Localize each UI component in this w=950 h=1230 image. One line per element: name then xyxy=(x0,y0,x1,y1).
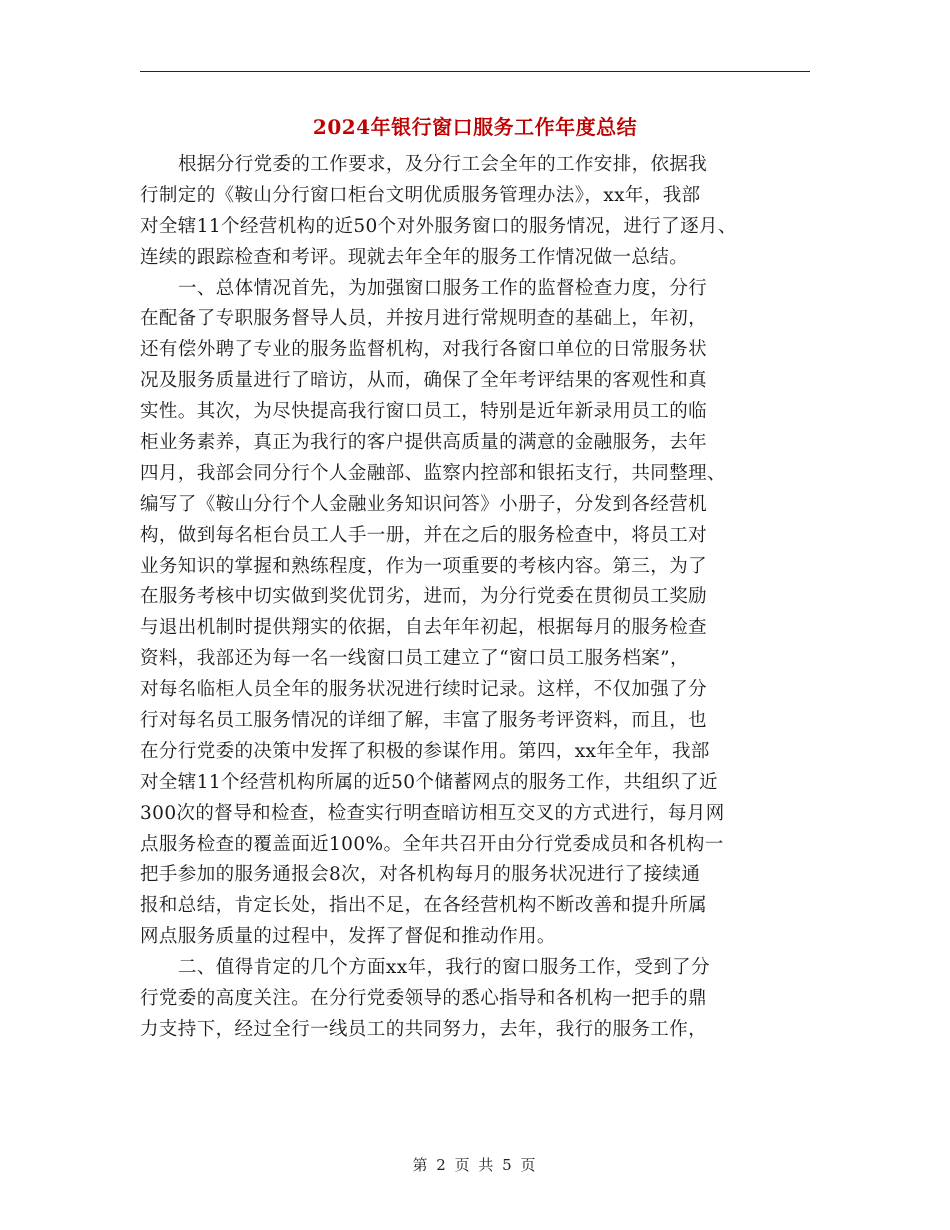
paragraph-line: 根据分行党委的工作要求，及分行工会全年的工作安排，依据我 xyxy=(178,154,708,175)
paragraph-line: 行对每名员工服务情况的详细了解，丰富了服务考评资料，而且，也 xyxy=(140,710,708,732)
paragraph-line: 还有偿外聘了专业的服务监督机构，对我行各窗口单位的日常服务状 xyxy=(140,339,708,361)
paragraph-line: 行党委的高度关注。在分行党委领导的悉心指导和各机构一把手的鼎 xyxy=(140,988,708,1010)
paragraph-line: 在服务考核中切实做到奖优罚劣，进而，为分行党委在贯彻员工奖励 xyxy=(140,586,708,608)
document-body xyxy=(140,150,812,1046)
paragraph-line: 况及服务质量进行了暗访，从而，确保了全年考评结果的客观性和真 xyxy=(140,370,708,392)
paragraph-line: 对全辖11个经营机构的近50个对外服务窗口的服务情况，进行了逐月、 xyxy=(140,215,737,237)
paragraph-line: 四月，我部会同分行个人金融部、监察内控部和银拓支行，共同整理、 xyxy=(140,462,726,484)
paragraph-line: 编写了《鞍山分行个人金融业务知识问答》小册子，分发到各经营机 xyxy=(140,493,708,515)
paragraph-line: 柜业务素养，真正为我行的客户提供高质量的满意的金融服务，去年 xyxy=(140,432,708,454)
paragraph-line: 一、总体情况首先，为加强窗口服务工作的监督检查力度，分行 xyxy=(178,277,708,299)
paragraph-line: 对全辖11个经营机构所属的近50个储蓄网点的服务工作，共组织了近 xyxy=(140,771,718,793)
page-number-footer: 第 2 页 共 5 页 xyxy=(412,1156,538,1174)
paragraph-line: 报和总结，肯定长处，指出不足，在各经营机构不断改善和提升所属 xyxy=(140,895,708,917)
paragraph-line: 与退出机制时提供翔实的依据，自去年年初起，根据每月的服务检查 xyxy=(140,617,708,639)
paragraph-line: 网点服务质量的过程中，发挥了督促和推动作用。 xyxy=(140,926,556,948)
header-rule xyxy=(140,71,810,72)
paragraph-line: 行制定的《鞍山分行窗口柜台文明优质服务管理办法》，xx年，我部 xyxy=(140,184,701,206)
paragraph-line: 把手参加的服务通报会8次，对各机构每月的服务状况进行了接续通 xyxy=(140,864,701,886)
paragraph-line: 二、值得肯定的几个方面xx年，我行的窗口服务工作，受到了分 xyxy=(178,957,710,979)
paragraph-line: 300次的督导和检查，检查实行明查暗访相互交叉的方式进行，每月网 xyxy=(140,802,725,824)
paragraph-line: 资料，我部还为每一名一线窗口员工建立了“窗口员工服务档案”， xyxy=(140,648,689,670)
paragraph-line: 力支持下，经过全行一线员工的共同努力，去年，我行的服务工作， xyxy=(140,1018,708,1040)
paragraph-line: 在分行党委的决策中发挥了积极的参谋作用。第四，xx年全年，我部 xyxy=(140,740,710,762)
paragraph-line: 业务知识的掌握和熟练程度，作为一项重要的考核内容。第三，为了 xyxy=(140,555,708,577)
paragraph-line: 实性。其次，为尽快提高我行窗口员工，特别是近年新录用员工的临 xyxy=(140,401,708,423)
paragraph-line: 连续的跟踪检查和考评。现就去年全年的服务工作情况做一总结。 xyxy=(140,246,689,268)
document-title: 2024年银行窗口服务工作年度总结 xyxy=(312,115,638,139)
paragraph-line: 构，做到每名柜台员工人手一册，并在之后的服务检查中，将员工对 xyxy=(140,524,708,546)
paragraph-line: 在配备了专职服务督导人员，并按月进行常规明查的基础上，年初， xyxy=(140,308,708,330)
paragraph-line: 点服务检查的覆盖面近100%。全年共召开由分行党委成员和各机构一 xyxy=(140,833,724,855)
paragraph-line: 对每名临柜人员全年的服务状况进行续时记录。这样，不仅加强了分 xyxy=(140,679,708,701)
